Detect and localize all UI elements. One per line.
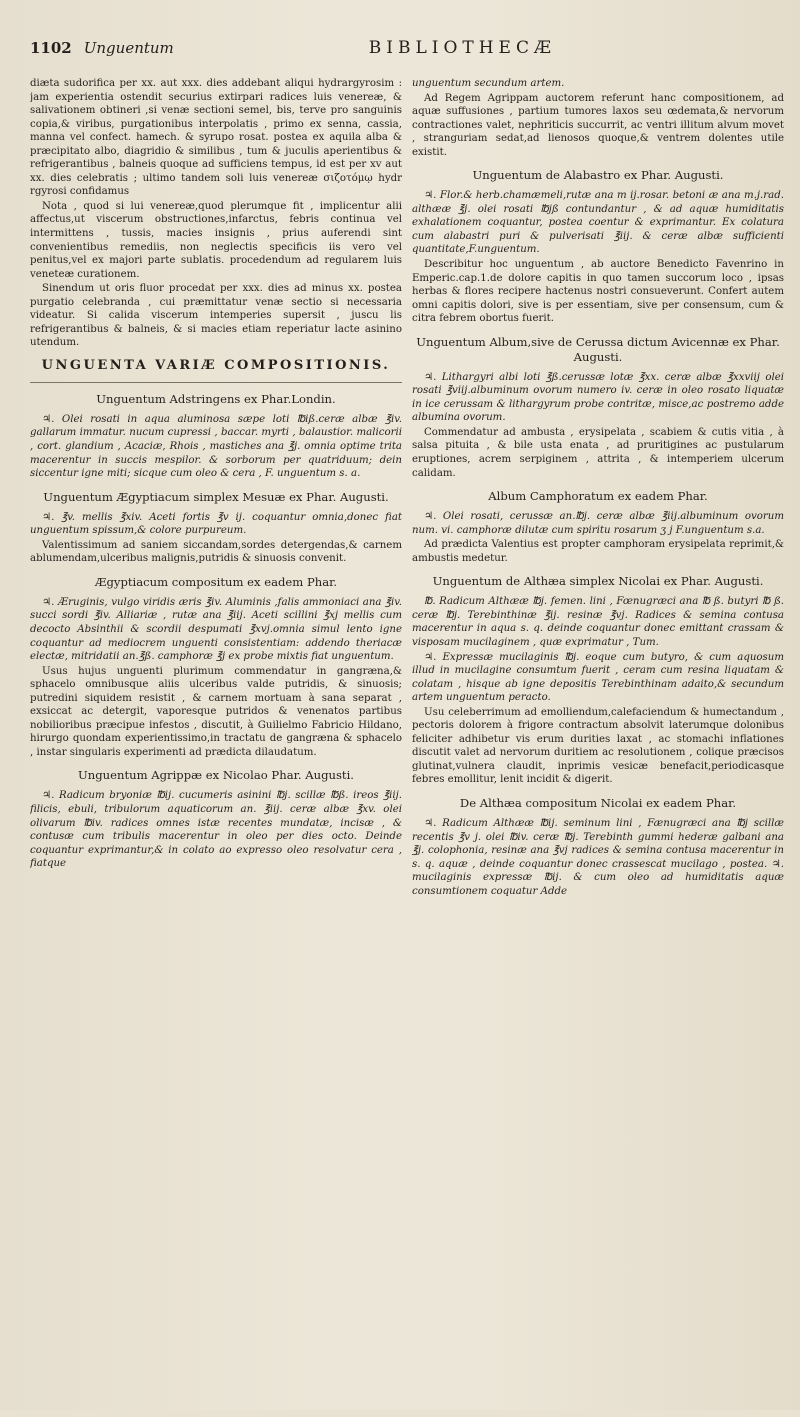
paragraph: diæta sudorifica per xx. aut xxx. dies addebant aliqui hydrargyrosim : jam experientia ostendit securius extirpari radices luis venereæ, & salivationem obtineri ,si venæ sectioni semel, bis, terve pro sanguinis copia,& viribus, purgationibus interpolatis , primo ex senna, cassia, manna vel confect. hamech. & syrupo rosat. postea ex aquila alba & præcipitato albo, diagridio & similibus , tum & juculis aperientibus & refrigerantibus , balneis quoque ad sufficiens tempus, id est per xv aut xx. dies celebratis ; ultimo tandem soli luis venereæ σιζοτόμῳ hydr rgyrosi confidamus	[30, 78, 402, 198]
recipe-title: Ægyptiacum compositum ex eadem Phar.	[94, 574, 338, 589]
paragraph: Nota , quod si lui venereæ,quod plerumque fit , implicentur alii affectus,ut viscerum obstructiones,infarctus, febris continua vel intermittens , tussis, macies insignis , prius auferendi sint convenientibus remediis, non neglectis specificis iis vero vel penitus,vel ex majori parte sublatis. procedendum ad regularem luis veneteæ curationem.	[30, 200, 402, 280]
paragraph: Ad Regem Agrippam auctorem referunt hanc compositionem, ad aquæ suffusiones , partium tumores laxos seu œdemata,& nervorum contractiones valet, nephriticis succurrit, ac ventri illitum alvum movet , stranguriam sedat,ad lienosos quoque,& ventrem dolentes utile existit.	[412, 92, 784, 158]
recipe-title: Unguentum de Althæa simplex Nicolai ex Phar. Augusti.	[432, 574, 764, 589]
recipe-text: ♃. Flor.& herb.chamæmeli,rutæ ana m ij.rosar. betoni æ ana m.j.rad. althææ ℥j. olei rosati ℔jß contundantur , & ad aquæ humiditatis exhalationem coquantur, postea coentur & exprimantur. Ex colatura cum alabastri puri & pulverisati ℥iij. & ceræ albæ sufficienti quantitate,F.unguentum.	[412, 190, 784, 256]
page-number: 1102	[30, 39, 72, 57]
section-heading: UNGUENTA VARIÆ COMPOSITIONIS.	[41, 357, 391, 373]
paragraph: Valentissimum ad saniem siccandam,sordes detergendas,& carnem ablumendam,ulceribus malignis,putridis & sinuosis convenit.	[30, 539, 402, 565]
paragraph: Ad prædicta Valentius est propter camphoram erysipelata reprimit,& ambustis medetur.	[412, 539, 784, 564]
paragraph: Describitur hoc unguentum , ab auctore Benedicto Favenrino in Emperic.cap.1.de dolore capitis in quo tamen succorum loco , ipsas herbas & flores recipere hactenus nostri consueverunt. Confert autem omni capitis dolori, sive is per essentiam, sive per consensum, cum & citra febrem obortus fuerit.	[412, 259, 784, 325]
running-title: BIBLIOTHECÆ	[368, 38, 556, 58]
paragraph: Usu celeberrimum ad emolliendum,calefaciendum & humectandum , pectoris dolorem à frigore contractum absolvit laterumque dolonibus feliciter adhibetur vis erum durities laxat , ac stomachi inflationes discutit valet ad nervorum duritiem ac resolutionem , colique præcisos glutinat,vulnera claudit, inprimis vesicæ benefacit,periodicasque febres emollitur, lenit incidit & digerit.	[412, 706, 784, 786]
recipe-text: unguentum secundum artem.	[412, 78, 565, 89]
recipe-text: ♃. ℥v. mellis ℥xiv. Aceti fortis ℥v ij. coquantur omnia,donec fiat unguentum spissum,& colore purpureum.	[30, 511, 402, 537]
recipe-text: ♃. Radicum bryoniæ ℔ij. cucumeris asinini ℔j. scillæ ℔ß. ireos ℥iij. filicis, ebuli, tribulorum aquaticorum an. ℥iij. ceræ albæ ℥xv. olei olivarum ℔iv. radices omnes istæ recentes mundatæ, incisæ , & contusæ cum tribulis macerentur in oleo per dies octo. Deinde coquantur exprimantur,& in colato ao expresso oleo resolvatur cera , fiatque	[30, 790, 402, 870]
right-column	[412, 77, 784, 1417]
recipe-title: Album Camphoratum ex eadem Phar.	[488, 489, 708, 504]
recipe-text: ℔. Radicum Althææ ℔j. femen. lini , Fœnugræci ana ℔ ß. butyri ℔ ß. ceræ ℔j. Terebinthinæ ℥ij. resinæ ℥vj. Radices & semina contusa macerentur in aqua s. q. deinde coquantur donec emittant crassam & visposam mucilaginem , quæ exprimatur , Tum.	[412, 596, 784, 648]
text-columns	[30, 77, 784, 1417]
recipe-title: Unguentum Agrippæ ex Nicolao Phar. Augusti.	[78, 768, 354, 783]
recipe-title: Unguentum Album,sive de Cerussa dictum Avicennæ ex Phar. Augusti.	[416, 334, 780, 364]
running-word: Unguentum	[83, 39, 174, 57]
recipe-text: ♃. Olei rosati, cerussæ an.℔j. ceræ albæ ℥iij.albuminum ovorum num. vi. camphoræ dilutæ cum spiritu rosarum ʒ j F.unguentum s.a.	[412, 511, 784, 536]
recipe-text: ♃. Lithargyri albi loti ℥ß.cerussæ lotæ ℥xx. ceræ albæ ℥xxviij olei rosati ℥viij.albuminum ovorum numero iv. ceræ in oleo rosato liquatæ in ice cerussam & lithargyrum probe contritæ, misce,ac postremo adde albumina ovorum.	[412, 371, 784, 424]
paragraph: Sinendum ut oris fluor procedat per xxx. dies ad minus xx. postea purgatio celebranda , cui præmittatur venæ sectio si necessaria videatur. Si calida viscerum intemperies supersit , juscu lis refrigerantibus & balneis, & si macies etiam reperiatur lacte asinino utendum.	[30, 283, 402, 349]
running-head	[30, 38, 784, 69]
recipe-text: ♃. Olei rosati in aqua aluminosa sæpe loti ℔iß.ceræ albæ ℥iv. gallarum immatur. nucum cupressi , baccar. myrti , balaustior. malicorii , cort. glandium , Acaciæ, Rhois , mastiches ana ℥j. omnia optime trita macerentur in succis mespilor. & sorborum per quatriduum; dein siccentur igne miti; sicque cum oleo & cera , F. unguentum s. a.	[30, 413, 402, 480]
paragraph: Usus hujus unguenti plurimum commendatur in gangræna,& sphacelo omnibusque aliis ulceribus valde putridis, & sinuosis; putredini siquidem resistit , & carnem mortuam à sana separat , exsiccat ac detergit, vaporesque putridos & venenatos partibus nobilioribus præcipue infestos , discutit, à Guilielmo Fabricio Hildano, hirurgo quondam experientissimo,in tractatu de gangræna & sphacelo , instar singularis experimenti ad prædicta dilaudatum.	[30, 665, 402, 758]
recipe-title: Unguentum de Alabastro ex Phar. Augusti.	[472, 168, 724, 183]
recipe-title: Unguentum Ægyptiacum simplex Mesuæ ex Phar. Augusti.	[43, 489, 389, 504]
paragraph: Commendatur ad ambusta , erysipelata , scabiem & cutis vitia , à salsa pituita , & bile usta enata , ad pruritigines ac pustularum eruptiones, acrem serpiginem , attrita , & intemperiem ulcerum calidam.	[412, 426, 784, 479]
recipe-text: ♃. Radicum Althææ ℔ij. seminum lini , Fænugræci ana ℔j scillæ recentis ℥v j. olei ℔iv. ceræ ℔j. Terebinth gummi hederæ galbani ana ℥j. colophonia, resinæ ana ℥vj radices & semina contusa macerentur in s. q. aquæ , deinde coquantur donec crassescat mucilago , postea. ♃. mucilaginis expressæ ℔ij. & cum oleo ad humiditatis aquæ consumtionem coquatur Adde	[412, 817, 784, 897]
rule-divider	[30, 382, 402, 383]
recipe-title: Unguentum Adstringens ex Phar.Londin.	[96, 391, 336, 406]
recipe-text: ♃. Æruginis, vulgo viridis æris ℥iv. Aluminis ,falis ammoniaci ana ℥iv. succi sordi ℥iv. Alliariæ , rutæ ana ℥iij. Aceti scillini ℥xj mellis cum decocto Absinthii & scordii despumati ℥xvj.omnia simul lento igne coquantur ad mediocrem unguenti consistentiam: addendo theriacæ electæ, mitridatii an.℥ß. camphoræ ℥j ex probe mixtis fiat unguentum.	[30, 596, 402, 663]
recipe-title: De Althæa compositum Nicolai ex eadem Phar.	[459, 795, 737, 810]
left-column	[30, 77, 402, 1417]
recipe-text: ♃. Expressæ mucilaginis ℔j. eoque cum butyro, & cum aquosum illud in mucilagine consumtum fuerit , ceram cum resina liquatam & colatam , hisque ab igne depositis Terebinthinam adaito,& secundum artem unguentum peracto.	[412, 651, 784, 704]
